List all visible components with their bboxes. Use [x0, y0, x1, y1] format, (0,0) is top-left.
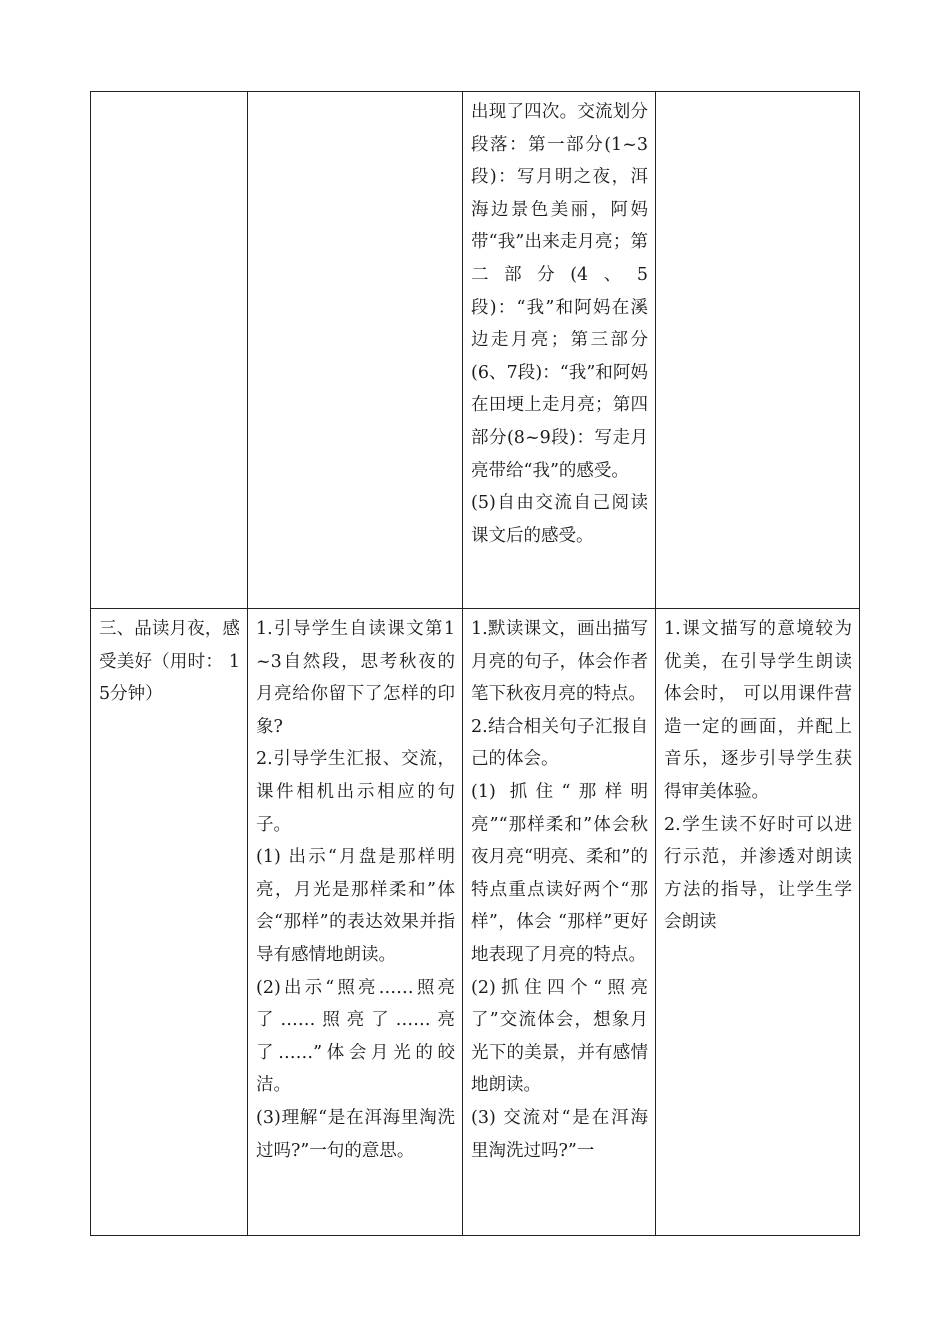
paragraph: (3) 交流对“是在洱海里淘洗过吗?”一 — [471, 1107, 648, 1161]
paragraph: 1.引导学生自读课文第1~3自然段，思考秋夜的月亮给你留下了怎样的印象? — [256, 619, 455, 737]
lesson-plan-table — [90, 91, 860, 1236]
stage-cell — [91, 92, 248, 609]
paragraph: 2.结合相关句子汇报自己的体会。 — [471, 716, 648, 770]
paragraph: (1) 出示“月盘是那样明亮，月光是那样柔和”体会“那样”的表达效果并指导有感情地朗读。 — [256, 847, 455, 965]
paragraph: 1.课文描写的意境较为优美，在引导学生朗读体会时， 可以用课件营造一定的画面，并配上音乐，逐步引导学生获得审美体验。 — [664, 619, 852, 802]
paragraph: (2)出示“照亮……照亮了……照亮了……亮了……”体会月光的皎洁。 — [256, 977, 455, 1096]
design-notes-cell — [656, 609, 860, 1236]
paragraph: 2.引导学生汇报、交流，课件相机出示相应的句子。 — [256, 749, 455, 835]
paragraph: (2)抓住四个“照亮了”交流体会，想象月光下的美景，并有感情地朗读。 — [471, 977, 648, 1096]
paragraph: (3)理解“是在洱海里淘洗过吗?”一句的意思。 — [256, 1107, 455, 1161]
stage-title: 三、品读月夜，感受美好（用时： 15分钟） — [99, 619, 240, 705]
stage-cell — [91, 609, 248, 1236]
paragraph: 1.默读课文，画出描写月亮的句子，体会作者笔下秋夜月亮的特点。 — [471, 619, 648, 705]
student-activity-cell — [463, 609, 656, 1236]
paragraph: 2.学生读不好时可以进行示范，并渗透对朗读方法的指导，让学生学会朗读 — [664, 814, 852, 933]
table-row — [91, 609, 860, 1236]
paragraph: (5)自由交流自己阅读课文后的感受。 — [471, 493, 648, 546]
teacher-activity-cell — [248, 609, 463, 1236]
student-activity-cell — [463, 92, 656, 609]
table-row — [91, 92, 860, 609]
teacher-activity-cell — [248, 92, 463, 609]
paragraph: 出现了四次。交流划分段落：第一部分(1~3段)：写月明之夜，洱海边景色美丽，阿妈带“我”出来走月亮；第二部分(4、5段)：“我”和阿妈在溪边走月亮；第三部分(6、7段)：“我”和阿妈在田埂上走月亮；第四部分(8~9段)：写走月亮带给“我”的感受。 — [471, 102, 648, 481]
design-notes-cell — [656, 92, 860, 609]
paragraph: (1) 抓住“那样明亮”“那样柔和”体会秋夜月亮“明亮、柔和”的特点重点读好两个“那样”，体会 “那样”更好地表现了月亮的特点。 — [471, 781, 648, 965]
